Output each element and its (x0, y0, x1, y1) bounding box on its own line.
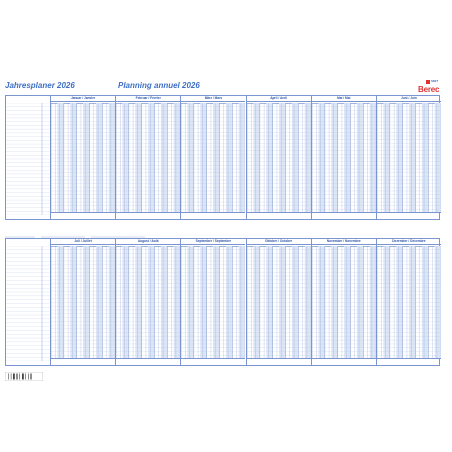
month-label: September / Septembre (181, 239, 245, 245)
month-footer (116, 212, 180, 219)
month-footer (377, 212, 441, 219)
month-column (311, 239, 376, 365)
month-footer (312, 212, 376, 219)
month-footer (51, 212, 115, 219)
month-column (115, 96, 180, 219)
brand-name: Berec (418, 85, 440, 94)
month-column (50, 239, 115, 365)
month-footer (181, 358, 245, 365)
barcode-label (5, 368, 43, 377)
day-grid[interactable] (247, 103, 311, 213)
day-grid[interactable] (312, 246, 376, 359)
month-column (246, 96, 311, 219)
month-footer (247, 212, 311, 219)
brand-logo (414, 79, 444, 95)
month-footer (116, 358, 180, 365)
month-column (180, 96, 245, 219)
planner-title-french: Planning annuel 2026 (118, 81, 200, 90)
month-column (180, 239, 245, 365)
month-label: Juli / Juillet (51, 239, 115, 245)
planner-half-year-1 (5, 95, 440, 220)
planner-half-year-2 (5, 238, 440, 366)
month-column (311, 96, 376, 219)
month-column (115, 239, 180, 365)
month-label: Juni / Juin (377, 96, 441, 102)
month-footer (247, 358, 311, 365)
day-grid[interactable] (51, 246, 115, 359)
month-footer (181, 212, 245, 219)
month-label: Oktober / Octobre (247, 239, 311, 245)
notes-line (5, 226, 205, 230)
month-footer (51, 358, 115, 365)
month-column (376, 239, 441, 365)
row-label-column (6, 246, 51, 359)
day-grid[interactable] (116, 103, 180, 213)
brand-mark: SMIT (431, 79, 439, 83)
day-grid[interactable] (312, 103, 376, 213)
month-label: November / Novembre (312, 239, 376, 245)
month-label: April / Avril (247, 96, 311, 102)
brand-logo-square-icon (426, 80, 430, 84)
planner-title-german: Jahresplaner 2026 (5, 81, 75, 90)
month-column (50, 96, 115, 219)
month-footer (312, 358, 376, 365)
month-label: März / Mars (181, 96, 245, 102)
day-grid[interactable] (181, 246, 245, 359)
month-column (246, 239, 311, 365)
month-label: August / Août (116, 239, 180, 245)
row-label-column (6, 103, 51, 213)
day-grid[interactable] (181, 103, 245, 213)
day-grid[interactable] (51, 103, 115, 213)
month-label: Februar / Février (116, 96, 180, 102)
month-column (376, 96, 441, 219)
day-grid[interactable] (377, 246, 441, 359)
month-label: Mai / Mai (312, 96, 376, 102)
month-footer (377, 358, 441, 365)
month-label: Januar / Janvier (51, 96, 115, 102)
day-grid[interactable] (116, 246, 180, 359)
day-grid[interactable] (377, 103, 441, 213)
day-grid[interactable] (247, 246, 311, 359)
month-label: Dezember / Décembre (377, 239, 441, 245)
